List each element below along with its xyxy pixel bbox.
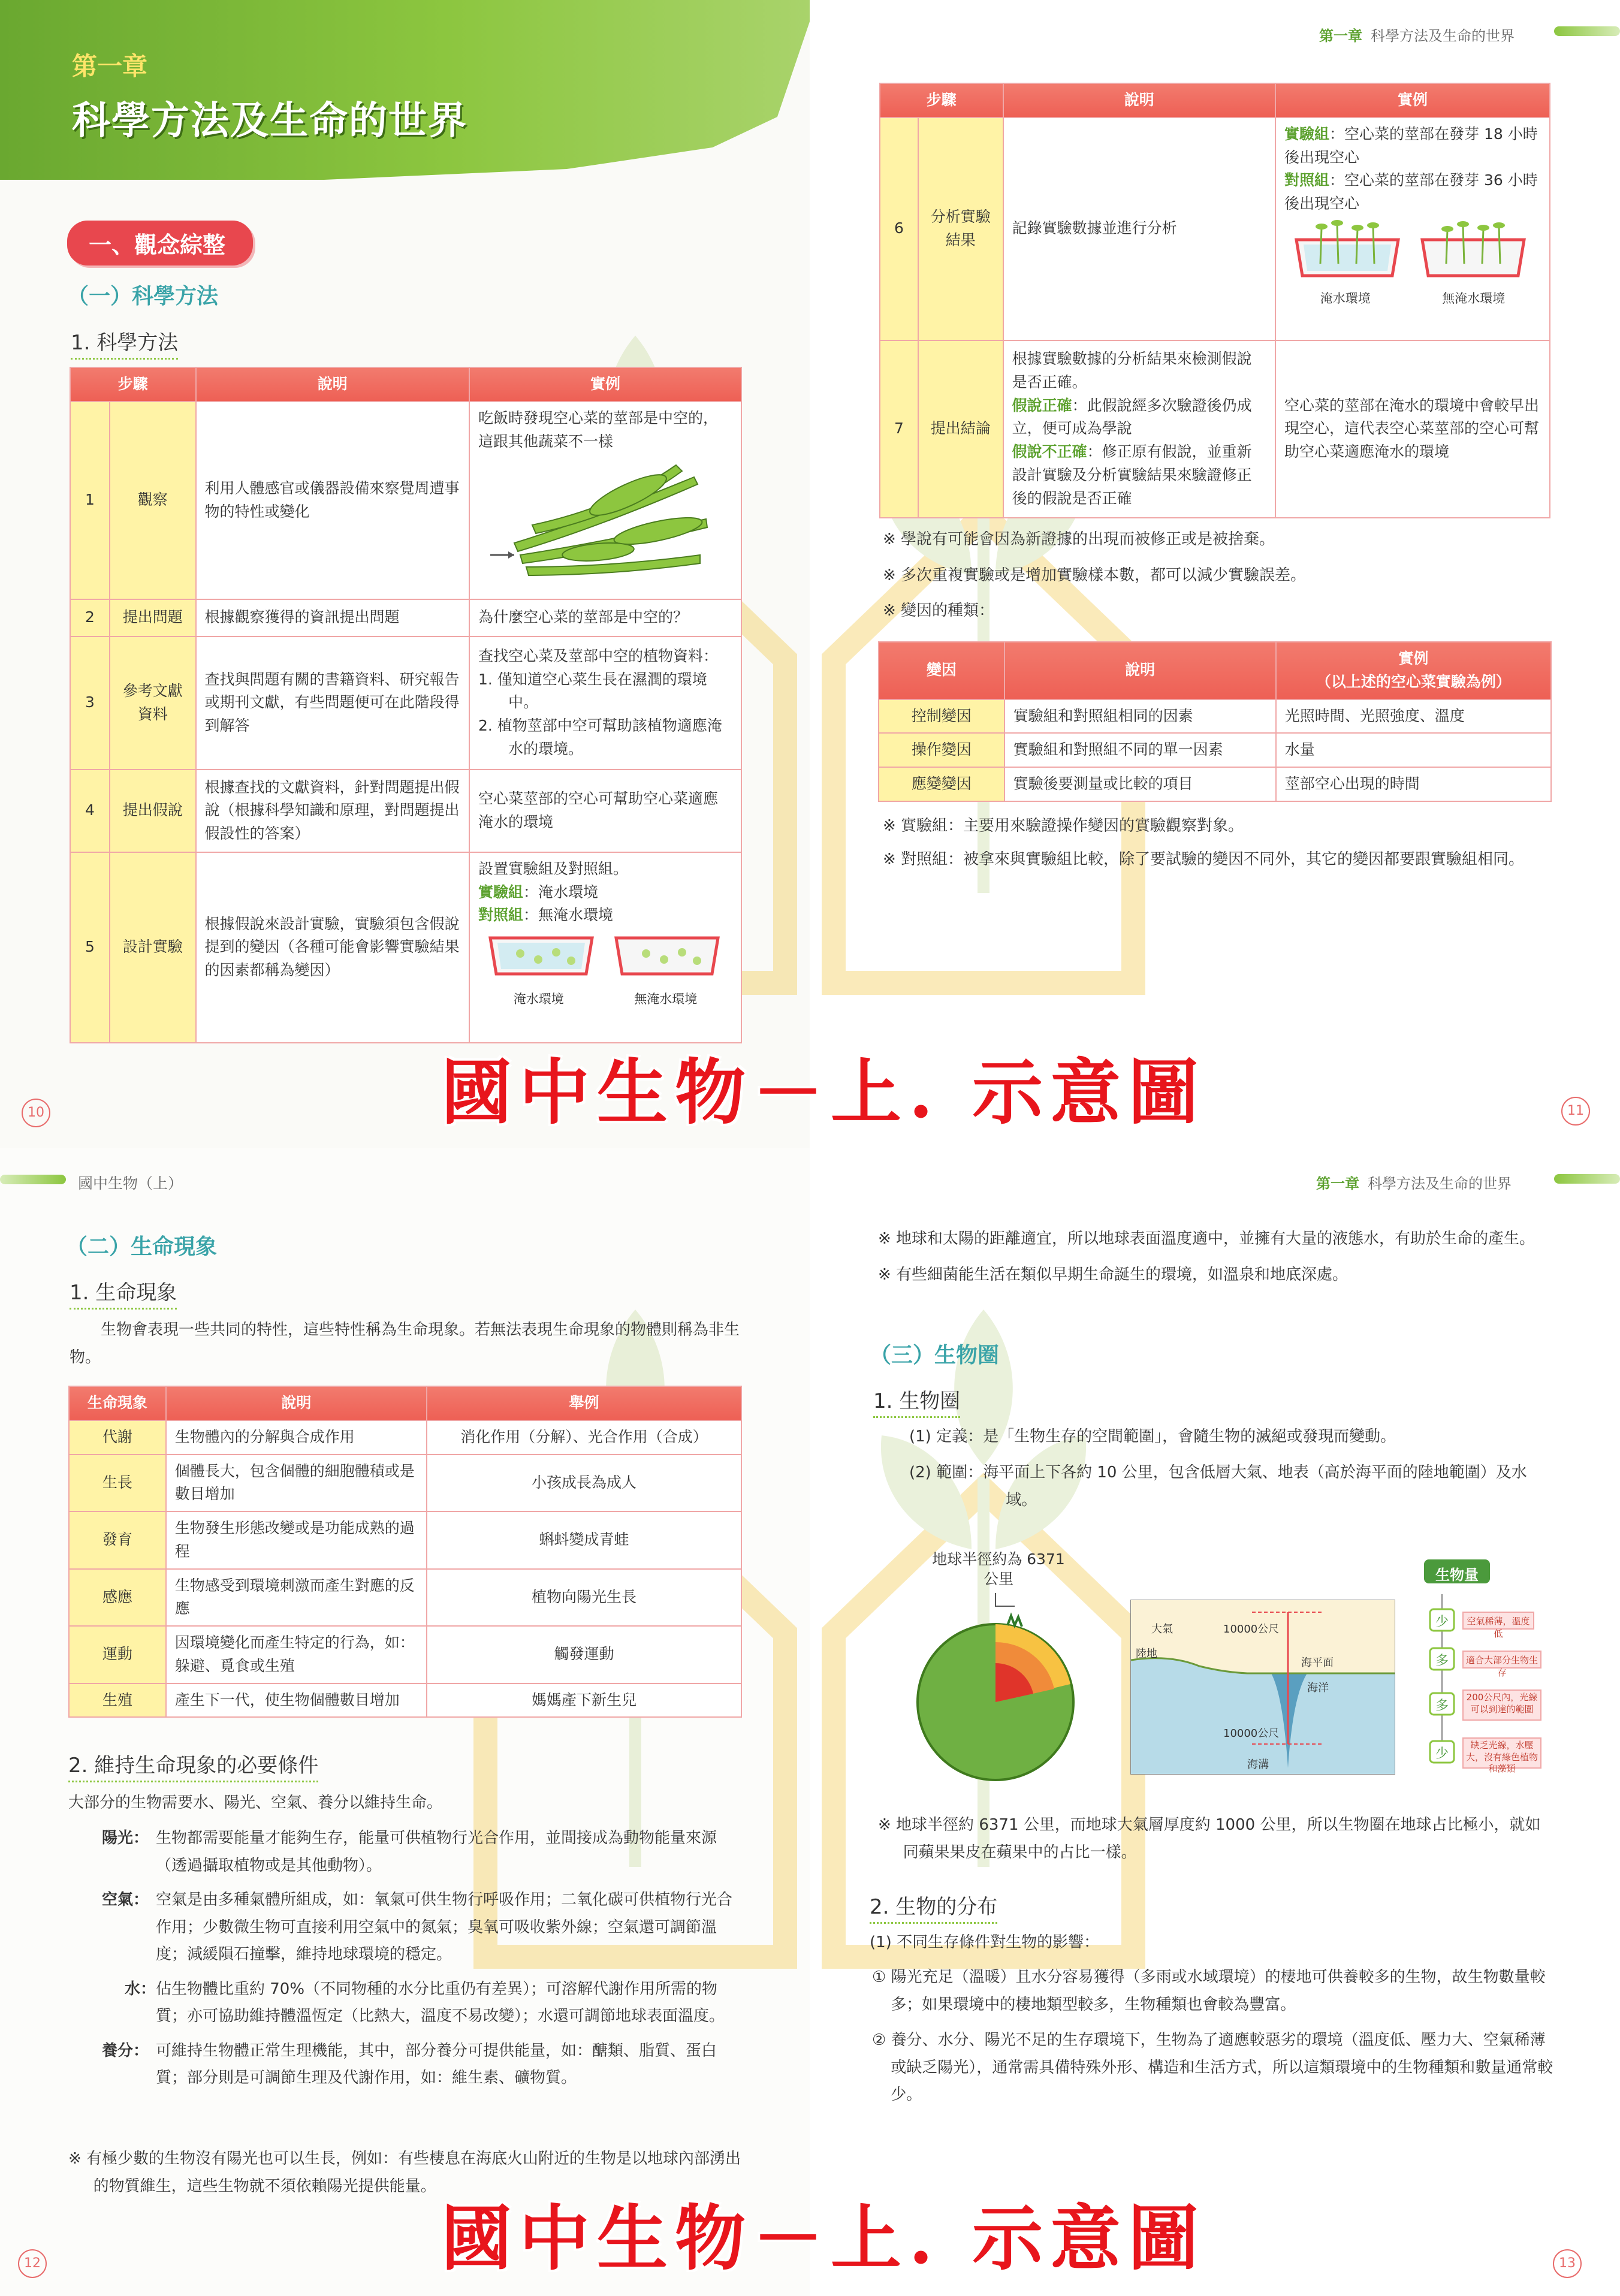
conditions-lead: 大部分的生物需要水、陽光、空氣、養分以維持生命。 <box>68 1794 443 1812</box>
col-example: 實例 <box>1275 83 1550 117</box>
step-desc: 記錄實驗數據並進行分析 <box>1003 117 1275 340</box>
tray-label-not-flooded: 無淹水環境 <box>1442 291 1506 306</box>
section-pill-concepts: 一、觀念綜整 <box>67 221 253 265</box>
step-name: 提出問題 <box>110 599 196 636</box>
step-number: 7 <box>880 340 918 518</box>
page-number: 10 <box>22 1099 50 1127</box>
step-name: 參考文獻資料 <box>110 636 196 770</box>
note-list <box>883 526 1560 625</box>
step-name: 提出結論 <box>918 340 1003 518</box>
step-number: 3 <box>70 636 110 770</box>
step-name: 分析實驗結果 <box>918 117 1003 340</box>
step-number: 4 <box>70 770 110 852</box>
distribution-item: ② 養分、水分、陽光不足的生存環境下，生物為了適應較惡劣的環境（溫度低、壓力大、空氣稀薄或缺乏陽光），通常需具備特殊外形、構造和生活方式，所以這類環境中的生物種類和數量通常較少。 <box>872 2031 1553 2104</box>
tray-label-flooded: 淹水環境 <box>513 991 564 1006</box>
watermark-top: 國中生物－上. 示意圖 <box>441 1051 1206 1134</box>
variable-example: 水量 <box>1276 733 1551 767</box>
atmosphere-label: 大氣 <box>1151 1623 1173 1636</box>
col-desc: 說明 <box>1003 83 1275 117</box>
page-10 <box>0 0 810 1148</box>
variables-table <box>878 641 1552 802</box>
upper-altitude-label: 10000公尺 <box>1223 1623 1280 1636</box>
step-number: 5 <box>70 852 110 1043</box>
phenomenon-desc: 生物感受到環境刺激而產生對應的反應 <box>166 1569 427 1627</box>
condition-item <box>102 1976 743 2031</box>
sprouted-tray-illustration <box>1284 216 1536 282</box>
page-12 <box>0 1148 810 2296</box>
step-desc: 根據假說來設計實驗，實驗須包含假說提到的變因（各種可能會影響實驗結果的因素都稱為變因） <box>196 852 469 1043</box>
condition-key: 水： <box>124 1980 156 1998</box>
note-item: ※ 變因的種類： <box>883 602 995 620</box>
note-list <box>878 1226 1555 1289</box>
phenomenon-desc: 產生下一代，使生物個體數目增加 <box>166 1683 427 1718</box>
phenomenon-example: 蝌蚪變成青蛙 <box>427 1511 741 1569</box>
condition-text: 佔生物體比重約 70%（不同物種的水分比重仍有差異）；可溶解代謝作用所需的物質；亦可協助維持體溫恆定（比熱大，溫度不易改變）；水還可調節地球表面溫度。 <box>156 1980 725 2025</box>
table-row <box>70 599 741 636</box>
chapter-title: 科學方法及生命的世界 <box>72 99 467 143</box>
variable-example: 莖部空心出現的時間 <box>1276 767 1551 801</box>
phenomenon-name: 運動 <box>69 1626 166 1683</box>
water-spinach-illustration <box>478 453 730 579</box>
step-example: 空心菜莖部的空心可幫助空心菜適應淹水的環境 <box>469 770 741 852</box>
table-row <box>879 767 1551 801</box>
note-list-2 <box>883 813 1560 873</box>
table-row <box>69 1420 741 1455</box>
condition-key: 養分： <box>102 2041 149 2060</box>
conclusion-text: 根據實驗數據的分析結果來檢測假說是否正確。 <box>1012 350 1252 391</box>
col-example: 實例 <box>469 367 741 402</box>
variable-desc: 實驗後要測量或比較的項目 <box>1004 767 1276 801</box>
condition-text: 生物都需要能量才能夠生存，能量可供植物行光合作用，並間接成為動物能量來源（透過攝取植物或是其他動物）。 <box>156 1829 717 1875</box>
col-example <box>1276 642 1551 699</box>
table-row <box>69 1455 741 1512</box>
zone-box: 空氣稀薄，溫度低 <box>1467 1616 1530 1639</box>
biomass-level: 多 <box>1435 1654 1449 1669</box>
variable-desc: 實驗組和對照組相同的因素 <box>1004 699 1276 734</box>
zone-box: 200公尺內，光線可以到達的範圍 <box>1466 1692 1538 1715</box>
running-header-bar <box>1554 26 1620 36</box>
step-name: 提出假說 <box>110 770 196 852</box>
condition-item <box>102 1825 743 1879</box>
phenomenon-desc: 個體長大，包含個體的細胞體積或是數目增加 <box>166 1455 427 1512</box>
example-text: 設置實驗組及對照組。 <box>478 859 628 877</box>
subheading-biosphere: （三）生物圈 <box>870 1343 1000 1368</box>
ocean-label: 海洋 <box>1307 1682 1329 1694</box>
col-step: 步驟 <box>70 367 196 402</box>
table-row <box>70 770 741 852</box>
col-example-title: 實例 <box>1398 650 1429 667</box>
step-example: 空心菜的莖部在淹水的環境中會較早出現空心，這代表空心菜莖部的空心可幫助空心菜適應淹水的環境 <box>1275 340 1550 518</box>
step-example <box>469 402 741 599</box>
step-example <box>469 852 741 1043</box>
phenomenon-example: 消化作用（分解）、光合作用（合成） <box>427 1420 741 1455</box>
step-example: 為什麼空心菜的莖部是中空的？ <box>469 599 741 636</box>
scientific-method-table <box>70 367 742 1043</box>
example-text: 吃飯時發現空心菜的莖部是中空的，這跟其他蔬菜不一樣 <box>478 409 718 450</box>
step-number: 6 <box>880 117 918 340</box>
col-example-sub: （以上述的空心菜實驗為例） <box>1316 672 1511 690</box>
page-13 <box>810 1148 1620 2296</box>
condition-text: 可維持生物體正常生理機能，其中，部分養分可提供能量，如：醣類、脂質、蛋白質；部分則是可調節生理及代謝作用，如：維生素、礦物質。 <box>156 2041 717 2087</box>
step-desc: 查找與問題有關的書籍資料、研究報告或期刊文獻，有些問題便可在此階段得到解答 <box>196 636 469 770</box>
subheading-scientific-method: （一）科學方法 <box>67 284 219 309</box>
tray-label-flooded: 淹水環境 <box>1320 291 1371 306</box>
biomass-level: 多 <box>1435 1698 1449 1713</box>
experimental-group-text: ：淹水環境 <box>523 883 599 901</box>
running-header-title: 科學方法及生命的世界 <box>1368 1175 1512 1192</box>
condition-item <box>102 2038 743 2092</box>
subheading-2-conditions: 2. 維持生命現象的必要條件 <box>68 1749 318 1782</box>
intro-paragraph: 生物會表現一些共同的特性，這些特性稱為生命現象。若無法表現生命現象的物體則稱為非生物。 <box>70 1321 740 1366</box>
variable-name: 操作變因 <box>879 733 1004 767</box>
biomass-label: 生物量 <box>1435 1567 1479 1583</box>
sea-level-label: 海平面 <box>1301 1657 1334 1669</box>
table-row <box>70 402 741 599</box>
table-row <box>879 699 1551 734</box>
step-example <box>1275 117 1550 340</box>
variable-name: 應變變因 <box>879 767 1004 801</box>
earth-radius-label: 地球半徑約為 6371 公里 <box>932 1550 1065 1588</box>
page-number: 12 <box>18 2249 47 2278</box>
condition-item <box>102 1887 743 1969</box>
hypothesis-incorrect-label: 假說不正確 <box>1012 443 1087 461</box>
phenomenon-name: 感應 <box>69 1569 166 1627</box>
condition-text: 空氣是由多種氣體所組成，如：氧氣可供生物行呼吸作用；二氧化碳可供植物行光合作用；少數微生物可直接利用空氣中的氮氣；臭氧可吸收紫外線；空氣還可調節溫度；減緩隕石撞擊，維持地球環境的穩定。 <box>156 1891 733 1963</box>
note-item: ※ 實驗組：主要用來驗證操作變因的實驗觀察對象。 <box>883 817 1244 835</box>
phenomenon-name: 發育 <box>69 1511 166 1569</box>
variable-desc: 實驗組和對照組不同的單一因素 <box>1004 733 1276 767</box>
example-item: 1. 僅知道空心菜生長在濕潤的環境中。 <box>478 670 707 711</box>
col-phenomenon: 生命現象 <box>69 1386 166 1420</box>
col-step: 步驟 <box>880 83 1003 117</box>
running-header-bar <box>0 1175 66 1184</box>
note-item: ※ 學說有可能會因為新證據的出現而被修正或是被捨棄。 <box>883 530 1275 548</box>
experimental-group-label: 實驗組 <box>1284 125 1330 143</box>
biosphere-definition: (1) 定義：是「生物生存的空間範圍」，會隨生物的滅絕或發現而變動。 <box>909 1428 1396 1446</box>
radius-note: ※ 地球半徑約 6371 公里，而地球大氣層厚度約 1000 公里，所以生物圈在地球占比極小，就如同蘋果果皮在蘋果中的占比一樣。 <box>878 1816 1541 1861</box>
step-desc <box>1003 340 1275 518</box>
step-name: 設計實驗 <box>110 852 196 1043</box>
subheading-1-biosphere: 1. 生物圈 <box>873 1384 960 1418</box>
biosphere-figure <box>888 1546 1547 1786</box>
table-row <box>879 733 1551 767</box>
zone-box: 缺乏光線，水壓大，沒有綠色植物和藻類 <box>1465 1740 1538 1774</box>
example-text: 查找空心菜及莖部中空的植物資料： <box>478 647 718 665</box>
table-row <box>69 1569 741 1627</box>
subheading-2-distribution: 2. 生物的分布 <box>870 1890 997 1924</box>
col-desc: 說明 <box>166 1386 427 1420</box>
table-header-row <box>69 1386 741 1420</box>
hypothesis-correct-label: 假說正確 <box>1012 396 1072 414</box>
step-desc: 利用人體感官或儀器設備來察覺周遭事物的特性或變化 <box>196 402 469 599</box>
page-number: 13 <box>1553 2249 1582 2278</box>
table-row <box>880 117 1550 340</box>
col-variable: 變因 <box>879 642 1004 699</box>
col-example: 舉例 <box>427 1386 741 1420</box>
variable-example: 光照時間、光照強度、溫度 <box>1276 699 1551 734</box>
control-group-text: ：無淹水環境 <box>523 906 614 924</box>
phenomenon-name: 生殖 <box>69 1683 166 1718</box>
table-header-row <box>880 83 1550 117</box>
phenomenon-example: 媽媽產下新生兒 <box>427 1683 741 1718</box>
table-header-row <box>879 642 1551 699</box>
table-row <box>69 1511 741 1569</box>
control-group-text: ：空心菜的莖部在發芽 36 小時後出現空心 <box>1284 171 1538 212</box>
distribution-item: ① 陽光充足（溫暖）且水分容易獲得（多雨或水域環境）的棲地可供養較多的生物，故生物數量較多；如果環境中的棲地類型較多，生物種類也會較為豐富。 <box>872 1968 1546 2014</box>
subheading-1-scientific-method: 1. 科學方法 <box>71 326 178 360</box>
phenomenon-example: 觸發運動 <box>427 1626 741 1683</box>
zone-box: 適合大部分生物生存 <box>1465 1655 1538 1678</box>
lower-depth-label: 10000公尺 <box>1223 1727 1280 1740</box>
phenomenon-desc: 生物發生形態改變或是功能成熟的過程 <box>166 1511 427 1569</box>
running-header-title: 科學方法及生命的世界 <box>1371 28 1515 44</box>
experimental-group-text: ：空心菜的莖部在發芽 18 小時後出現空心 <box>1284 125 1538 166</box>
step-number: 2 <box>70 599 110 636</box>
running-header-chapter: 第一章 <box>1316 1175 1359 1192</box>
table-row <box>70 636 741 770</box>
distribution-list <box>872 1964 1555 2109</box>
step-number: 1 <box>70 402 110 599</box>
trench-label: 海溝 <box>1247 1758 1269 1771</box>
hypothesis-incorrect-text: ：修正原有假說，並重新設計實驗及分析實驗結果來驗證修正後的假說是否正確 <box>1012 443 1252 507</box>
condition-key: 陽光： <box>102 1829 149 1847</box>
table-header-row <box>70 367 741 402</box>
table-row <box>69 1626 741 1683</box>
watermark-bottom: 國中生物－上. 示意圖 <box>441 2197 1206 2280</box>
subheading-1-life-phenomena: 1. 生命現象 <box>70 1276 177 1310</box>
col-desc: 說明 <box>196 367 469 402</box>
example-item: 2. 植物莖部中空可幫助該植物適應淹水的環境。 <box>478 717 722 758</box>
running-header-chapter: 第一章 <box>1319 28 1362 44</box>
distribution-lead: (1) 不同生存條件對生物的影響： <box>870 1933 1100 1951</box>
note-item: ※ 地球和太陽的距離適宜，所以地球表面溫度適中，並擁有大量的液態水，有助於生命的產生。 <box>878 1230 1535 1248</box>
note-item: ※ 多次重複實驗或是增加實驗樣本數，都可以減少實驗誤差。 <box>883 566 1307 584</box>
experimental-group-label: 實驗組 <box>478 883 523 901</box>
phenomenon-name: 代謝 <box>69 1420 166 1455</box>
phenomenon-desc: 因環境變化而產生特定的行為，如：躲避、覓食或生殖 <box>166 1626 427 1683</box>
biosphere-range: (2) 範圍：海平面上下各約 10 公里，包含低層大氣、地表（高於海平面的陸地範圍）及水域。 <box>909 1464 1527 1509</box>
subheading-life-phenomena: （二）生命現象 <box>66 1235 218 1259</box>
control-group-label: 對照組 <box>478 906 523 924</box>
life-phenomena-table <box>68 1386 742 1718</box>
phenomenon-desc: 生物體內的分解與合成作用 <box>166 1420 427 1455</box>
table-row <box>880 340 1550 518</box>
step-example <box>469 636 741 770</box>
table-row <box>70 852 741 1043</box>
step-desc: 根據查找的文獻資料，針對問題提出假說（根據科學知識和原理，對問題提出假設性的答案） <box>196 770 469 852</box>
phenomenon-example: 小孩成長為成人 <box>427 1455 741 1512</box>
control-group-label: 對照組 <box>1284 171 1330 189</box>
tray-label-not-flooded: 無淹水環境 <box>634 991 698 1006</box>
col-desc: 說明 <box>1004 642 1276 699</box>
condition-key: 空氣： <box>102 1891 149 1909</box>
biomass-level: 少 <box>1435 1746 1449 1761</box>
step-name: 觀察 <box>110 402 196 599</box>
hypothesis-correct-text: ：此假說經多次驗證後仍成立，便可成為學說 <box>1012 396 1252 438</box>
page-11 <box>810 0 1620 1148</box>
note-item: ※ 有些細菌能生活在類似早期生命誕生的環境，如溫泉和地底深處。 <box>878 1265 1349 1284</box>
variable-name: 控制變因 <box>879 699 1004 734</box>
chapter-label: 第一章 <box>72 52 148 81</box>
page-number: 11 <box>1561 1097 1590 1126</box>
scientific-method-table-cont <box>879 83 1550 518</box>
table-row <box>69 1683 741 1718</box>
note-item: ※ 對照組：被拿來與實驗組比較，除了要試驗的變因不同外，其它的變因都要跟實驗組相同。 <box>883 850 1525 868</box>
running-header <box>1319 24 1515 45</box>
phenomenon-name: 生長 <box>69 1455 166 1512</box>
running-header-bar <box>1554 1174 1620 1184</box>
conditions-list <box>102 1825 743 2092</box>
running-header: 國中生物（上） <box>78 1175 183 1192</box>
footnote: ※ 有極少數的生物沒有陽光也可以生長，例如：有些棲息在海底火山附近的生物是以地球內部湧出的物質維生，這些生物就不須依賴陽光提供能量。 <box>68 2150 741 2195</box>
biomass-level: 少 <box>1435 1615 1449 1630</box>
tray-illustration <box>478 927 730 982</box>
phenomenon-example: 植物向陽光生長 <box>427 1569 741 1627</box>
running-header <box>1316 1172 1512 1193</box>
land-label: 陸地 <box>1136 1648 1157 1660</box>
step-desc: 根據觀察獲得的資訊提出問題 <box>196 599 469 636</box>
